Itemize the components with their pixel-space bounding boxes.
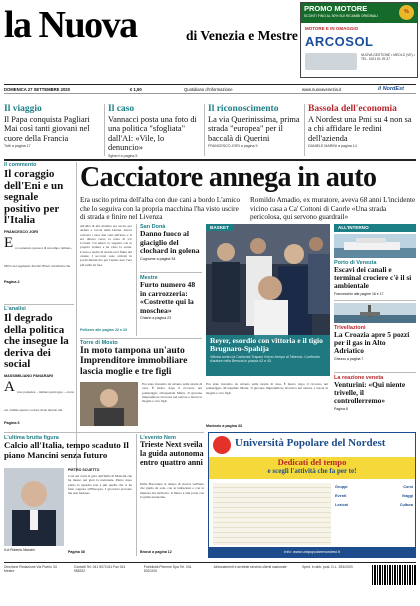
blitz-text: Così sui conti la gara dell'Italia di Mancini che ha messo nei guai la nazionale. Piano dopo piano la squadra non è più quella che ci ha fatto sognare all'Europeo. I giocatori provano ma non bastano.	[68, 474, 132, 496]
commento-kicker: Il commento	[4, 162, 37, 168]
basket-text: Vittoria contro la Carbonia Trapani il terzo tempo al Taliercio. Confronto d'autore nella Brescia in piazza 42 e 43	[210, 354, 320, 364]
basket-caption-box	[206, 335, 330, 376]
promo-brand: ARCOSOL	[305, 34, 374, 49]
interno-kicker: Porto di Venezia	[334, 260, 377, 266]
ad-title: Università Popolare del Nordest	[235, 437, 386, 449]
mestre-kicker: Mestre	[140, 275, 158, 281]
main-headline[interactable]: Cacciatore annega in auto	[80, 162, 377, 193]
promo-line: MOTORE E IN OMAGGIO	[305, 26, 359, 31]
evento-kicker: L'evento Nem	[140, 435, 176, 441]
tagline: Quotidiano d'informazione	[184, 87, 233, 92]
top-story-kicker: Il caso	[108, 104, 135, 114]
ad-logo-icon	[213, 436, 231, 454]
basket-photo[interactable]	[206, 224, 330, 376]
san-dona-byline: Cognome a pagina 34	[140, 256, 176, 261]
analisi-text: vere pazienze – italiana purtroppo – era in cui cambia questo vociare di un mondo del	[4, 389, 74, 412]
interno-headline: Venturini: «Qui niente trivelle, il controllerremo»	[334, 380, 406, 406]
ad-feature: Viaggi	[401, 494, 413, 498]
footer	[4, 565, 416, 601]
top-story-kicker: Il viaggio	[4, 104, 42, 114]
date-bar	[4, 84, 416, 94]
mancini-photo	[4, 468, 64, 546]
ad-banner	[209, 457, 415, 479]
top-story-kicker: Il riconoscimento	[208, 104, 279, 114]
barcode-icon	[372, 565, 416, 585]
evento-article[interactable]	[140, 435, 204, 467]
website-link[interactable]: www.nuovavenezia.it	[302, 87, 342, 92]
torre-byline: Montorio a pagina 33	[206, 424, 242, 428]
top-story-1[interactable]	[4, 104, 96, 158]
masthead-subtitle: di Venezia e Mestre	[186, 28, 298, 43]
analisi-kicker: L'analisi	[4, 306, 26, 312]
engine-image-icon	[305, 53, 357, 70]
blitz-author: PIETRO SCUETTO	[68, 468, 100, 472]
evento-byline: Bronzi a pagina 12	[140, 550, 172, 554]
interno-headline: La Croazia apre 5 pozzi per il gas in Alto Adriatico	[334, 330, 410, 356]
footer-col: Contatti Tel. 041 5072411 Fax 041 958332	[73, 565, 126, 574]
ad-contact[interactable]: Info: www.unipopolarenordest.it	[209, 547, 415, 557]
promo-header	[301, 3, 417, 23]
ad-feature: Cultura	[399, 503, 413, 507]
interno-article-3[interactable]	[334, 375, 416, 411]
interno-byline: Pagina 6	[334, 406, 348, 411]
blitz-byline: Pagina 38	[68, 550, 85, 554]
analisi-page: Pagina 6	[4, 420, 20, 425]
interno-kicker: Trivellazioni	[334, 325, 366, 331]
mancini-caption: Il ct Roberto Mancini	[4, 548, 35, 552]
ad-feature: Lezioni	[335, 503, 349, 507]
issue-price: € 1,50	[130, 87, 142, 92]
top-story-byline: Tutti a pagina 17	[4, 144, 31, 149]
masthead-title: la Nuova	[4, 4, 137, 46]
san-dona-headline: Danno fuoco al giaciglio del clochard in golena	[140, 229, 200, 256]
top-story-headline: Vannacci posta una foto di una politica "sfogliata" dall'AI: «Vile, lo denuncio»	[108, 115, 197, 153]
main-deck-right: Romildo Amadio, ex muratore, aveva 68 anni L'incidente vicino casa a Ca' Cottoni di Caorle «Una strada pericolosa, qui servono guardrail»	[250, 196, 416, 222]
footer-col: Pubblicità Piemme Spa Tel. 041 5320200	[143, 565, 192, 574]
interno-headline: Escavi dei canali e terminal crociere c'è il sì ambientale	[334, 265, 412, 291]
ad-slogan: e scegli l'attività che fa per te!	[267, 467, 357, 475]
interno-byline: Ghezzo a pagina 7	[334, 356, 364, 361]
top-story-headline: La via Querinissima, prima strada "europea" per il baccalà di Querini	[208, 115, 300, 143]
ad-subtitle: Dedicati del tempo	[277, 457, 347, 467]
partner-logo: il NordEst	[378, 86, 404, 92]
main-article-text: All'alba di ieri mattina era uscito per andare a caccia nelle barene. Aveva caricato i suoi due cani sull'auto e si era diretto verso la zona di Ca' Cottoni. Un amico lo seguiva con la propria vettura e ha visto la scena. L'auto è uscita di strada ed è finita nel canale. I soccorsi sono arrivati in pochi minuti ma per l'uomo non c'era più nulla da fare.	[80, 224, 132, 267]
footer-col: Direzione Redazione Via Poerio 34 Mestre	[4, 565, 57, 574]
ship-image-icon	[334, 234, 416, 258]
dropcap: A	[4, 379, 15, 395]
mestre-article[interactable]	[140, 275, 202, 320]
commento-article[interactable]	[4, 162, 74, 284]
torre-headline: In moto tampona un'auto Imprenditore immobiliare lascia moglie e tre figli	[80, 345, 188, 377]
footer-col: Abbonamenti e arretrati servizio clienti nazionale	[213, 565, 287, 569]
ad-feature-list	[335, 483, 413, 510]
issue-date: DOMENICA 27 SETTEMBRE 2020	[4, 87, 70, 92]
interno-kicker: La reazione veneta	[334, 375, 384, 381]
blitz-kicker: L'ultima brutta figura	[4, 435, 59, 441]
mestre-headline: Furto numero 48 in carrozzeria: «Costrette qui la moschea»	[140, 280, 196, 315]
universita-ad[interactable]	[208, 432, 416, 558]
promo-ad[interactable]	[300, 2, 418, 78]
main-byline: Pellizzer alle pagine 22 e 23	[80, 328, 127, 332]
promo-small: NUOVA GESTIONE • MEOLO (VE) • TEL. 0421 61 29 37	[361, 53, 415, 62]
top-story-headline: Il Papa conquista Pagliari Mai così tanti giovani nel cuore della Francia	[4, 115, 90, 143]
top-story-byline: FRANCESCO JORI a pagina 9	[208, 144, 258, 149]
top-story-4[interactable]	[308, 104, 416, 158]
discount-badge-icon: %	[399, 5, 414, 20]
san-dona-kicker: San Donà	[140, 224, 166, 230]
trivelle-photo	[334, 303, 416, 323]
basket-headline: Reyer, esordio con vittoria e il tigio Brugnaro-Spahija	[210, 336, 323, 354]
dropcap: E	[4, 235, 14, 251]
torre-kicker: Torre di Mosto	[80, 340, 118, 346]
top-story-byline: Sgherri a pagina 5	[108, 153, 138, 158]
promo-title: PROMO MOTORE	[304, 4, 368, 13]
rig-image-icon	[334, 303, 416, 323]
san-dona-article[interactable]	[140, 224, 202, 261]
footer-col: Sped. in abb. post. D.L. 353/2003	[302, 565, 353, 569]
interno-badge: ALL'INTERNO	[334, 224, 416, 232]
ad-feature: Eventi	[335, 494, 347, 498]
main-deck-left: Era uscito prima dell'alba con due cani a bordo L'amico che lo seguiva con la propria macchina l'ha visto uscire di strada e finire nel Livenza	[80, 196, 241, 222]
top-story-2[interactable]	[108, 104, 200, 158]
analisi-headline: Il degrado della politica che insegue la deriva dei social	[4, 312, 69, 371]
commento-author: FRANCESCO JORI	[4, 229, 38, 234]
interno-byline: Franceschin alle pagine 16 e 17	[334, 291, 384, 296]
portrait-image-icon	[4, 468, 64, 546]
torre-text: Era stato investito da un'auto sulla strada di casa. È morto dopo il ricovero nel pomeriggio all'ospedale Maria. Il giovane imprenditore lavorava nel settore e lascia la moglie e i tre figli.	[142, 382, 202, 404]
top-story-kicker: Bassola dell'economia	[308, 104, 397, 114]
commento-text: ra sostenuto sponsor di un tempo italiano, l'80% dei segmenti. Perché l'Enel: un'attività che	[4, 245, 72, 268]
torre-text-cont: Era stato investito da un'auto sulla strada di casa. È morto dopo il ricovero nel pomeriggio all'ospedale Maria. Il giovane imprenditore lavorava nel settore e lascia la moglie e i tre figli.	[206, 382, 328, 395]
promo-subtitle: SCONTI FINO AL 50% SUI RICAMBI ORIGINALI	[304, 14, 379, 18]
ad-feature: Corsi	[403, 485, 413, 489]
top-story-3[interactable]	[208, 104, 300, 158]
top-story-byline: DANIELE MARINI a pagina 14	[308, 144, 357, 149]
blitz-article[interactable]	[4, 435, 130, 460]
ad-body	[213, 483, 331, 545]
mestre-byline: Chiarin a pagina 23	[140, 316, 172, 321]
analisi-author: MASSIMILIANO PANARARI	[4, 373, 53, 378]
portrait-image-icon	[80, 382, 138, 426]
analisi-article[interactable]	[4, 306, 74, 425]
torre-photo	[80, 382, 138, 426]
evento-text: Dalla Barcolana al tempo di ricerca sull'auto che guida da sola, con le istituzioni e con le imprese del territorio. Il futuro è alle porte con la guida autonoma.	[140, 482, 204, 499]
commento-headline: Il coraggio dell'Eni e un segnale positivo per l'Italia	[4, 168, 64, 227]
porto-photo	[334, 234, 416, 258]
ad-feature: Gruppi	[335, 485, 348, 489]
interno-article-2[interactable]	[334, 325, 416, 361]
commento-page: Pagina 2	[4, 279, 20, 284]
evento-headline: Trieste Next sveila la guida autonoma entro quattro anni	[140, 440, 204, 467]
basket-badge: BASKET	[206, 224, 233, 231]
interno-article-1[interactable]	[334, 260, 416, 296]
blitz-headline: Calcio all'Italia, tempo scaduto Il piano Mancini senza futuro	[4, 440, 129, 460]
top-story-headline: A Nordest una Pmi su 4 non sa a chi affidare le redini dell'azienda	[308, 115, 412, 143]
torre-article[interactable]	[80, 340, 204, 377]
